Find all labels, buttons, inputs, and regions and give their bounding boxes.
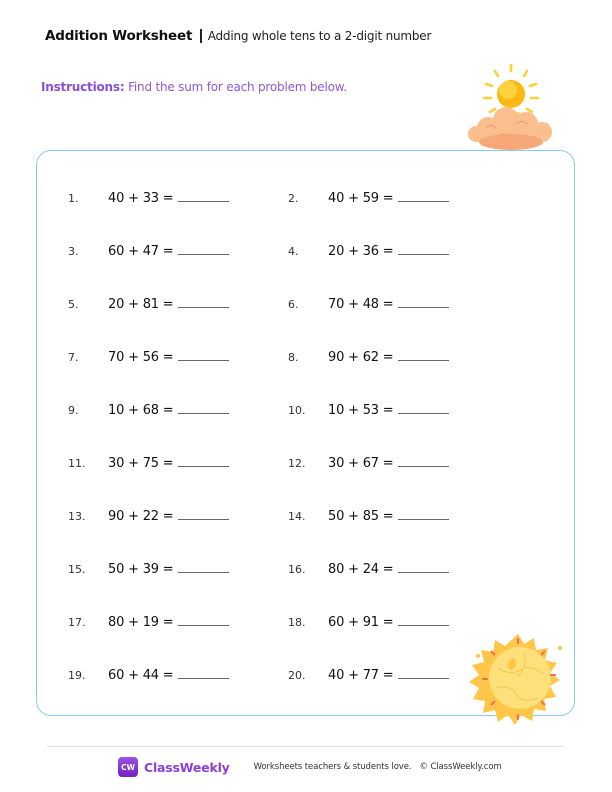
problem-number: 13. bbox=[68, 510, 86, 523]
problem-expression: 80 + 24 = bbox=[328, 562, 394, 577]
answer-blank[interactable] bbox=[178, 561, 229, 573]
problem-14 bbox=[288, 508, 449, 524]
problem-expression: 30 + 75 = bbox=[108, 456, 174, 471]
problem-expression: 50 + 39 = bbox=[108, 562, 174, 577]
problem-number: 10. bbox=[288, 404, 306, 417]
answer-blank[interactable] bbox=[398, 508, 449, 520]
problem-number: 5. bbox=[68, 298, 79, 311]
problem-number: 2. bbox=[288, 192, 299, 205]
problem-number: 12. bbox=[288, 457, 306, 470]
problem-expression: 90 + 22 = bbox=[108, 509, 174, 524]
instructions-label: Instructions: bbox=[41, 80, 125, 94]
problem-number: 9. bbox=[68, 404, 79, 417]
answer-blank[interactable] bbox=[398, 349, 449, 361]
problem-expression: 20 + 36 = bbox=[328, 244, 394, 259]
instructions bbox=[41, 80, 347, 94]
footer-divider bbox=[47, 746, 564, 747]
problem-10 bbox=[288, 402, 449, 418]
title-separator bbox=[200, 29, 202, 43]
problem-3 bbox=[68, 243, 229, 259]
problem-13 bbox=[68, 508, 229, 524]
instructions-text: Find the sum for each problem below. bbox=[128, 80, 347, 94]
problem-expression: 10 + 53 = bbox=[328, 403, 394, 418]
answer-blank[interactable] bbox=[398, 296, 449, 308]
footer-copyright: © ClassWeekly.com bbox=[419, 762, 502, 772]
problem-number: 16. bbox=[288, 563, 306, 576]
answer-blank[interactable] bbox=[178, 614, 229, 626]
problem-number: 8. bbox=[288, 351, 299, 364]
problem-expression: 40 + 77 = bbox=[328, 668, 394, 683]
problem-number: 14. bbox=[288, 510, 306, 523]
worksheet-subtitle: Adding whole tens to a 2-digit number bbox=[207, 29, 432, 43]
problem-6 bbox=[288, 296, 449, 312]
sun-cloud-icon bbox=[466, 62, 556, 154]
problem-expression: 70 + 48 = bbox=[328, 297, 394, 312]
footer-tagline: Worksheets teachers & students love. bbox=[253, 762, 412, 772]
sun-icon bbox=[468, 628, 568, 728]
answer-blank[interactable] bbox=[178, 508, 229, 520]
problem-1 bbox=[68, 190, 229, 206]
answer-blank[interactable] bbox=[398, 243, 449, 255]
answer-blank[interactable] bbox=[178, 243, 229, 255]
problem-number: 20. bbox=[288, 669, 306, 682]
problem-expression: 90 + 62 = bbox=[328, 350, 394, 365]
problem-16 bbox=[288, 561, 449, 577]
problem-number: 15. bbox=[68, 563, 86, 576]
problem-8 bbox=[288, 349, 449, 365]
problem-expression: 60 + 91 = bbox=[328, 615, 394, 630]
problem-19 bbox=[68, 667, 229, 683]
problem-expression: 80 + 19 = bbox=[108, 615, 174, 630]
problem-number: 3. bbox=[68, 245, 79, 258]
problem-17 bbox=[68, 614, 229, 630]
problem-expression: 60 + 44 = bbox=[108, 668, 174, 683]
brand-name: ClassWeekly bbox=[144, 759, 230, 775]
answer-blank[interactable] bbox=[398, 667, 449, 679]
answer-blank[interactable] bbox=[178, 402, 229, 414]
problem-2 bbox=[288, 190, 449, 206]
worksheet-title: Addition Worksheet bbox=[45, 28, 193, 44]
answer-blank[interactable] bbox=[178, 667, 229, 679]
problem-expression: 70 + 56 = bbox=[108, 350, 174, 365]
problem-9 bbox=[68, 402, 229, 418]
worksheet-header bbox=[45, 28, 431, 44]
answer-blank[interactable] bbox=[178, 190, 229, 202]
problem-number: 17. bbox=[68, 616, 86, 629]
problem-expression: 20 + 81 = bbox=[108, 297, 174, 312]
answer-blank[interactable] bbox=[398, 614, 449, 626]
problem-number: 4. bbox=[288, 245, 299, 258]
problem-12 bbox=[288, 455, 449, 471]
problem-20 bbox=[288, 667, 449, 683]
problem-5 bbox=[68, 296, 229, 312]
problem-expression: 30 + 67 = bbox=[328, 456, 394, 471]
answer-blank[interactable] bbox=[398, 402, 449, 414]
problem-18 bbox=[288, 614, 449, 630]
answer-blank[interactable] bbox=[398, 190, 449, 202]
problem-number: 1. bbox=[68, 192, 79, 205]
problem-expression: 50 + 85 = bbox=[328, 509, 394, 524]
problem-7 bbox=[68, 349, 229, 365]
problem-number: 19. bbox=[68, 669, 86, 682]
answer-blank[interactable] bbox=[178, 455, 229, 467]
problem-4 bbox=[288, 243, 449, 259]
classweekly-logo-icon: CW bbox=[118, 757, 138, 777]
problem-expression: 60 + 47 = bbox=[108, 244, 174, 259]
problem-number: 11. bbox=[68, 457, 86, 470]
answer-blank[interactable] bbox=[398, 561, 449, 573]
problem-expression: 40 + 59 = bbox=[328, 191, 394, 206]
answer-blank[interactable] bbox=[178, 296, 229, 308]
footer bbox=[118, 757, 502, 777]
problem-expression: 10 + 68 = bbox=[108, 403, 174, 418]
problem-number: 18. bbox=[288, 616, 306, 629]
problem-15 bbox=[68, 561, 229, 577]
answer-blank[interactable] bbox=[178, 349, 229, 361]
problem-number: 7. bbox=[68, 351, 79, 364]
problem-11 bbox=[68, 455, 229, 471]
problem-number: 6. bbox=[288, 298, 299, 311]
answer-blank[interactable] bbox=[398, 455, 449, 467]
problem-expression: 40 + 33 = bbox=[108, 191, 174, 206]
